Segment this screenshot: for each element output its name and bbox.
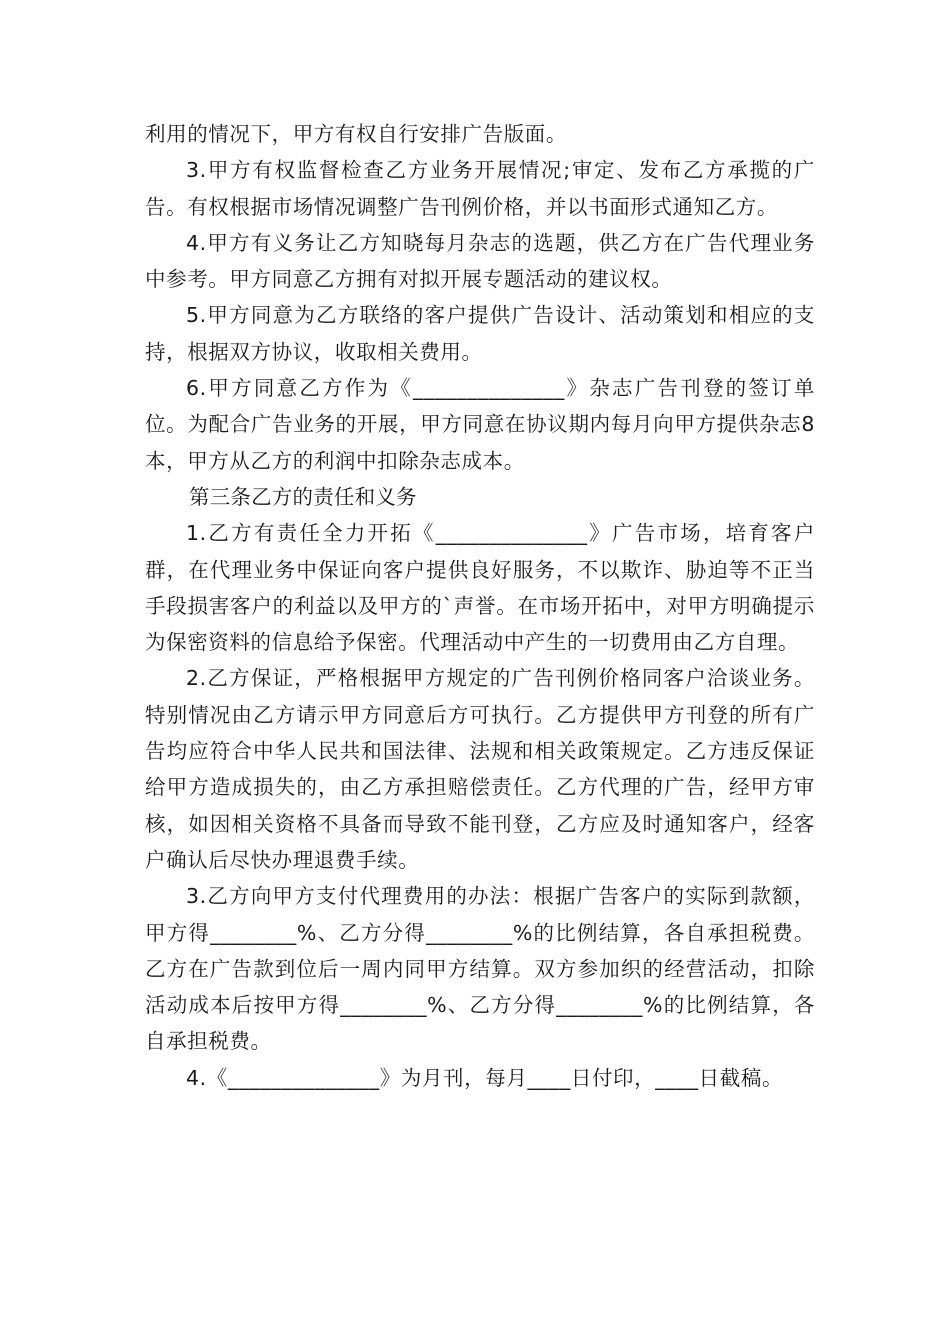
- paragraph-duty-1: 1.乙方有责任全力开拓《______________》广告市场，培育客户群，在代理业务中保证向客户提供良好服务，不以欺诈、胁迫等不正当手段损害客户的利益以及甲方的`声誉。在市场开拓中，对甲方明确提示为保密资料的信息给予保密。代理活动中产生的一切费用由乙方自理。: [145, 521, 815, 655]
- paragraph-duty-3: 3.乙方向甲方支付代理费用的办法：根据广告客户的实际到款额，甲方得________%、乙方分得________%的比例结算，各自承担税费。乙方在广告款到位后一周内同甲方结算。双方参加织的经营活动，扣除活动成本后按甲方得________%、乙方分得________%的比例结算，各自承担税费。: [145, 884, 815, 1054]
- paragraph-item-4: 4.甲方有义务让乙方知晓每月杂志的选题，供乙方在广告代理业务中参考。甲方同意乙方拥有对拟开展专题活动的建议权。: [145, 230, 815, 292]
- document-body: [145, 116, 815, 1096]
- section-heading: 第三条乙方的责任和义务: [189, 484, 417, 509]
- paragraph-item-6: 6.甲方同意乙方作为《______________》杂志广告刊登的签订单位。为配合广告业务的开展，甲方同意在协议期内每月向甲方提供杂志8本，甲方从乙方的利润中扣除杂志成本。: [145, 376, 815, 473]
- paragraph-continuation: 利用的情况下，甲方有权自行安排广告版面。: [145, 122, 567, 146]
- paragraph-item-3: 3.甲方有权监督检查乙方业务开展情况;审定、发布乙方承揽的广告。有权根据市场情况调整广告刊例价格，并以书面形式通知乙方。: [145, 158, 815, 219]
- paragraph-duty-4: 4.《______________》为月刊，每月____日付印，____日截稿。: [186, 1065, 784, 1090]
- paragraph-item-5: 5.甲方同意为乙方联络的客户提供广告设计、活动策划和相应的支持，根据双方协议，收取相关费用。: [145, 303, 815, 364]
- paragraph-duty-2: 2.乙方保证，严格根据甲方规定的广告刊例价格同客户洽谈业务。特别情况由乙方请示甲方同意后方可执行。乙方提供甲方刊登的所有广告均应符合中华人民共和国法律、法规和相关政策规定。乙方违反保证给甲方造成损失的，由乙方承担赔偿责任。乙方代理的广告，经甲方审核，如因相关资格不具备而导致不能刊登，乙方应及时通知客户，经客户确认后尽快办理退费手续。: [145, 666, 815, 872]
